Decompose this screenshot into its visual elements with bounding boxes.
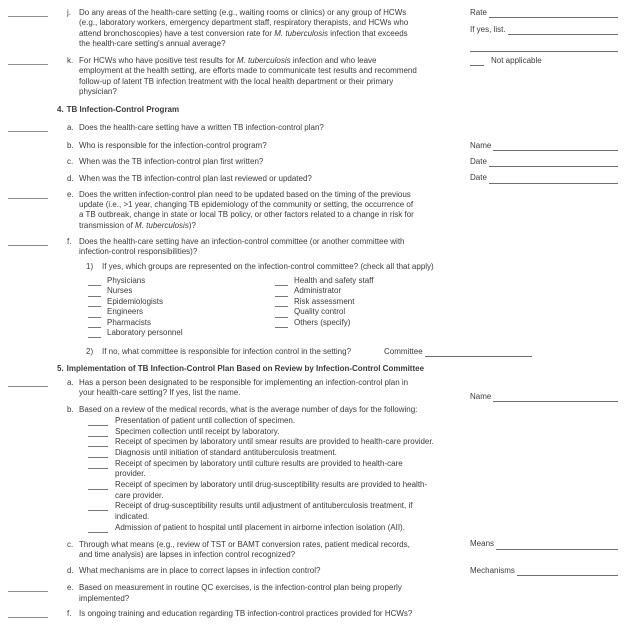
- response-slot-4b: [0, 141, 67, 151]
- question-row-5c: [0, 540, 626, 561]
- checklist-item: [88, 297, 275, 307]
- response-slot-5b: [0, 405, 67, 415]
- date-answer-line: [470, 174, 618, 184]
- if-yes-list-fill-line: [508, 26, 618, 35]
- mechanisms-answer-line: [470, 566, 618, 576]
- list-item: [88, 427, 626, 438]
- date-label: Date: [470, 173, 487, 183]
- answer-area-4f2: [384, 347, 532, 364]
- name-fill-line: [493, 142, 618, 151]
- checklist-label: Pharmacists: [107, 317, 152, 327]
- question-letter-5a: a.: [67, 377, 74, 387]
- response-slot-4d: [0, 174, 67, 184]
- checklist-column-1: [88, 276, 275, 338]
- continuation-fill-line: [470, 43, 618, 52]
- question-text-4f: Does the health-care setting have an infection-control committee (or another committee with infection-control responsibilities)?: [79, 237, 405, 257]
- question-letter-5c: c.: [67, 539, 74, 549]
- days-fill-blank: [88, 501, 108, 511]
- question-row-4a: [0, 123, 626, 135]
- check-blank: [275, 288, 288, 297]
- fill-line: [8, 8, 48, 17]
- check-blank: [88, 277, 101, 286]
- rate-label: Rate: [470, 7, 487, 17]
- response-blank-5f: [0, 609, 67, 621]
- question-text-4b: Who is responsible for the infection-control program?: [79, 140, 267, 150]
- checklist-label: Laboratory personnel: [107, 327, 183, 337]
- checklist-label: Physicians: [107, 275, 146, 285]
- question-letter-5f: f.: [67, 609, 72, 619]
- check-blank: [88, 319, 101, 328]
- checklist-item: [88, 276, 275, 286]
- question-letter-j: j.: [67, 8, 71, 17]
- answer-area-4c: [470, 157, 618, 174]
- checklist-label: Administrator: [294, 286, 342, 296]
- list-item-text: Diagnosis until initiation of standard antituberculosis treatment.: [115, 447, 337, 457]
- mechanisms-label: Mechanisms: [470, 565, 515, 575]
- question-letter-4d: d.: [67, 173, 74, 183]
- check-blank: [88, 298, 101, 307]
- check-blank: [275, 309, 288, 318]
- checklist-label: Others (specify): [294, 317, 351, 327]
- fill-line: [8, 123, 48, 132]
- rate-answer-line: [470, 8, 618, 18]
- section-5-title: Implementation of TB Infection-Control Plan Based on Review by Infection-Control Committee: [66, 363, 425, 373]
- fill-line: [8, 190, 48, 199]
- checklist-item: [275, 318, 373, 328]
- check-blank: [275, 319, 288, 328]
- answer-area-j: [470, 8, 618, 59]
- days-fill-blank: [88, 448, 108, 458]
- section-5-heading: [0, 364, 626, 374]
- not-applicable-label: Not applicable: [491, 55, 542, 65]
- checklist-item: [88, 286, 275, 296]
- response-slot-5c: [0, 540, 67, 561]
- section-4-title: TB Infection-Control Program: [66, 105, 180, 115]
- question-text-5f: Is ongoing training and education regarding TB infection-control practices provided for HCWs?: [79, 609, 413, 619]
- checklist-label: Epidemiologists: [107, 296, 164, 306]
- committee-label: Committee: [384, 347, 423, 357]
- section-4-number: 4.: [57, 105, 64, 115]
- question-row-4d: [0, 174, 626, 184]
- question-letter-4b: b.: [67, 140, 74, 150]
- question-letter-4e: e.: [67, 189, 74, 199]
- question-row-k: [0, 56, 626, 97]
- list-item-text: Receipt of specimen by laboratory until smear results are provided to health-care provider.: [115, 437, 434, 447]
- question-text-5b: Based on a review of the medical records, what is the average number of days for the following:: [79, 404, 418, 414]
- not-applicable-line: [470, 56, 618, 66]
- checklist-column-2: [275, 276, 373, 338]
- date-fill-line: [489, 175, 618, 184]
- fill-line: [8, 378, 48, 387]
- fill-line: [8, 56, 48, 65]
- subquestion-4f1: [0, 262, 626, 272]
- list-item: [88, 448, 626, 459]
- committee-answer-line: [384, 347, 532, 357]
- list-item-text: Receipt of drug-susceptibility results until adjustment of antituberculosis treatment, if indicated.: [115, 501, 413, 522]
- question-row-4e: [0, 190, 626, 231]
- answer-area-4b: [470, 141, 618, 158]
- name-fill-line: [493, 393, 618, 402]
- question-letter-4f: f.: [67, 237, 72, 247]
- list-item-text: Receipt of specimen by laboratory until drug-susceptibility results are provided to health- care provider.: [115, 480, 428, 500]
- response-slot-4c: [0, 157, 67, 167]
- fill-line: [8, 237, 48, 246]
- question-text-4e: Does the written infection-control plan need to be updated based on the timing of the previous update (i.e., >1 year, changing TB epidemiology of the community or setting, the occurrence of a TB outbreak, change in state or local TB policy, or other factors related to a change in risk for transmission of M. tuberculosis)?: [79, 189, 414, 230]
- fill-line: [8, 609, 48, 618]
- question-row-5a: [0, 378, 626, 399]
- date-fill-line: [489, 158, 618, 167]
- subquestion-number: 1): [86, 261, 94, 271]
- subquestion-4f2: [0, 347, 626, 357]
- checklist-label: Nurses: [107, 286, 133, 296]
- response-blank-5a: [0, 378, 67, 399]
- question-letter-5d: d.: [67, 566, 74, 576]
- name-answer-line: [470, 392, 618, 402]
- list-item-text: Admission of patient to hospital until placement in airborne infection isolation (AII).: [115, 522, 405, 532]
- question-row-5f: [0, 609, 626, 621]
- checklist-item: [275, 286, 373, 296]
- means-answer-line: [470, 540, 618, 550]
- check-blank: [88, 329, 101, 338]
- name-label: Name: [470, 140, 492, 150]
- fill-line: [8, 583, 48, 592]
- checklist-item: [88, 307, 275, 317]
- answer-area-5d: [470, 566, 618, 583]
- subquestion-text-4f2: If no, what committee is responsible for infection control in the setting?: [102, 347, 352, 357]
- response-slot-5d: [0, 566, 67, 576]
- question-text-k: For HCWs who have positive test results for M. tuberculosis infection and who leave employment at the health setting, are efforts made to communicate test results and recommend follow-up of latent TB infection treatment with the local health department or their primary physician?: [79, 56, 417, 97]
- question-text-5c: Through what means (e.g., review of TST or BAMT conversion rates, patient medical records, and time analysis) are lapses in infection control recognized?: [79, 539, 410, 559]
- name-answer-line: [470, 141, 618, 151]
- check-blank: [275, 298, 288, 307]
- checklist-item: [88, 328, 275, 338]
- checklist-label: Engineers: [107, 307, 144, 317]
- response-blank-k: [0, 56, 67, 97]
- list-item-text: Specimen collection until receipt by laboratory.: [115, 426, 280, 436]
- list-item-text: Presentation of patient until collection of specimen.: [115, 415, 296, 425]
- response-blank-j: [0, 8, 67, 49]
- question-letter-5e: e.: [67, 583, 74, 593]
- list-item-text: Receipt of specimen by laboratory until culture results are provided to health-care provider.: [115, 458, 403, 479]
- question-row-5b: [0, 405, 626, 415]
- response-blank-4a: [0, 123, 67, 135]
- days-fill-blank: [88, 480, 108, 490]
- committee-fill-line: [425, 348, 532, 357]
- question-text-4c: When was the TB infection-control plan first written?: [79, 157, 264, 167]
- checklist-label: Quality control: [294, 307, 346, 317]
- days-fill-blank: [88, 523, 108, 533]
- list-item: [88, 437, 626, 448]
- list-item: [88, 523, 626, 534]
- date-answer-line: [470, 157, 618, 167]
- days-fill-blank: [88, 459, 108, 469]
- question-text-j: Do any areas of the health-care setting (e.g., waiting rooms or clinics) or any group of HCWs (e.g., laboratory workers, emergency department staff, respiratory therapists, and HCWs who attend bronchoscopies) have a test conversion rate for M. tuberculosis infection that exceeds the health-care setting's annual average?: [79, 8, 409, 48]
- list-item: [88, 459, 626, 480]
- subquestion-number: 2): [86, 347, 94, 357]
- subquestion-text-4f1: If yes, which groups are represented on the infection-control committee? (check all that apply): [102, 261, 434, 271]
- date-label: Date: [470, 156, 487, 166]
- not-applicable-check-blank: [470, 57, 484, 66]
- check-blank: [275, 277, 288, 286]
- answer-area-5c: [470, 540, 618, 557]
- response-blank-5e: [0, 583, 67, 604]
- days-fill-blank: [88, 416, 108, 426]
- question-text-4a: Does the health-care setting have a written TB infection-control plan?: [79, 122, 324, 132]
- check-blank: [88, 288, 101, 297]
- question-row-j: [0, 8, 626, 49]
- means-fill-line: [496, 541, 618, 550]
- response-blank-4f: [0, 237, 67, 258]
- list-item: [88, 501, 626, 522]
- check-blank: [88, 309, 101, 318]
- question-row-4f: [0, 237, 626, 258]
- checklist-label: Risk assessment: [294, 296, 355, 306]
- name-label: Name: [470, 391, 492, 401]
- section-4-heading: [0, 105, 626, 115]
- answer-area-4d: [470, 174, 618, 191]
- question-text-5e: Based on measurement in routine QC exercises, is the infection-control plan being properly implemented?: [79, 583, 402, 603]
- question-text-5a: Has a person been designated to be responsible for implementing an infection-control plan in your health-care setting? If yes, list the name.: [79, 377, 409, 398]
- continuation-answer-line: [470, 42, 618, 52]
- means-label: Means: [470, 539, 495, 549]
- rate-fill-line: [489, 9, 618, 18]
- question-row-4c: [0, 157, 626, 167]
- question-text-4d: When was the TB infection-control plan last reviewed or updated?: [79, 173, 312, 183]
- question-letter-5b: b.: [67, 404, 74, 414]
- question-row-4b: [0, 141, 626, 151]
- average-days-list: [0, 416, 626, 534]
- checklist-item: [275, 307, 373, 317]
- checklist-item: [275, 276, 373, 286]
- question-row-5e: [0, 583, 626, 604]
- list-item: [88, 480, 626, 501]
- checklist-label: Health and safety staff: [294, 275, 374, 285]
- list-item: [88, 416, 626, 427]
- question-letter-4a: a.: [67, 122, 74, 132]
- if-yes-list-label: If yes, list.: [470, 24, 506, 34]
- checklist-item: [88, 318, 275, 328]
- question-text-5d: What mechanisms are in place to correct lapses in infection control?: [79, 566, 321, 576]
- checklist-item: [275, 297, 373, 307]
- if-yes-list-answer-line: [470, 25, 618, 35]
- question-letter-4c: c.: [67, 157, 74, 167]
- committee-groups-checklist: [0, 276, 626, 338]
- mechanisms-fill-line: [517, 567, 618, 576]
- question-row-5d: [0, 566, 626, 576]
- days-fill-blank: [88, 427, 108, 437]
- days-fill-blank: [88, 437, 108, 447]
- section-5-number: 5.: [57, 363, 64, 373]
- response-blank-4e: [0, 190, 67, 231]
- question-letter-k: k.: [67, 56, 74, 66]
- answer-area-k: [470, 56, 618, 73]
